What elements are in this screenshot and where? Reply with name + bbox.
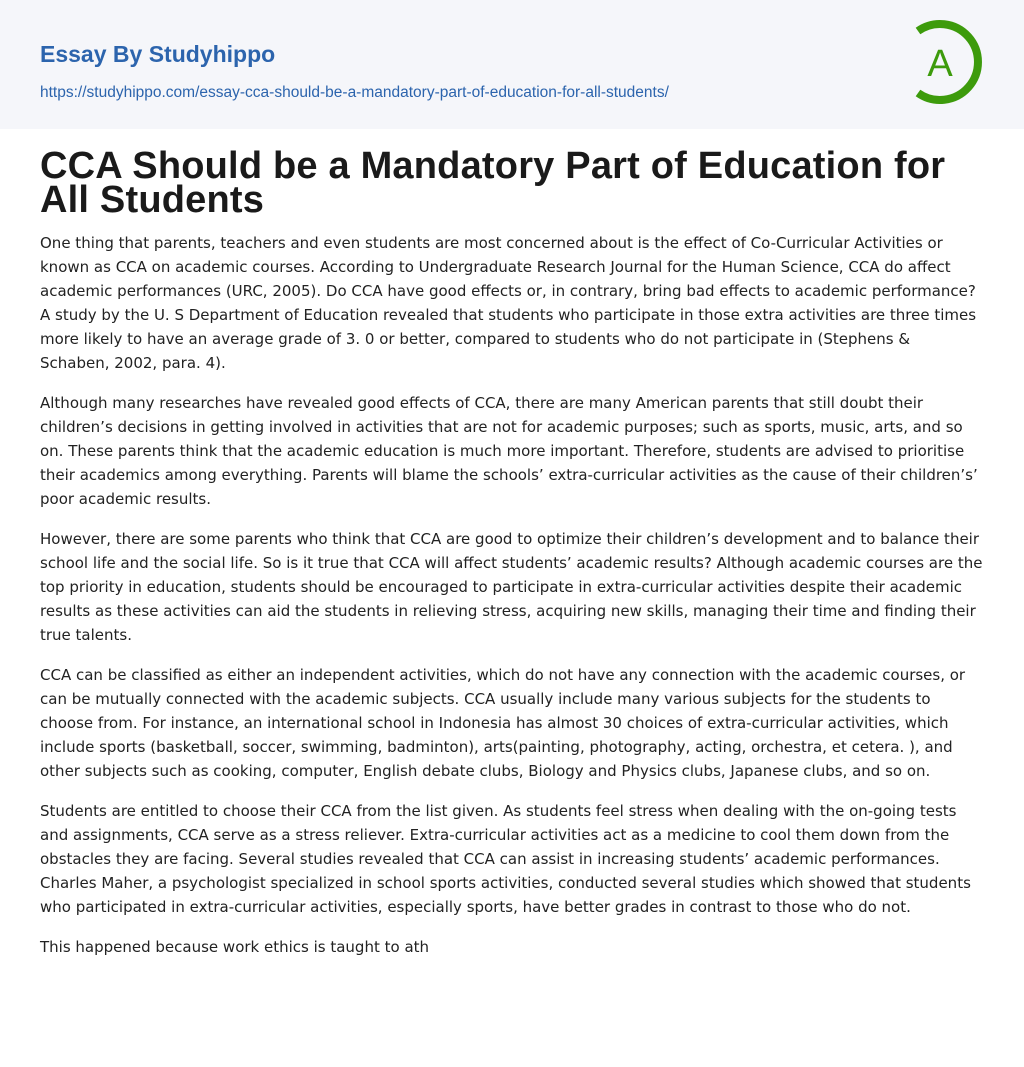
paragraph: Students are entitled to choose their CCA from the list given. As students feel stress when dealing with the on-going tests and assignments, CCA serve as a stress reliever. Extra-curricular activities act as a medicine to cool them down from the obstacles they are facing. Several studies revealed that CCA can assist in increasing students’ academic performances. Charles Maher, a psychologist specialized in school sports activities, conducted several studies which showed that students who participated in extra-curricular activities, especially sports, have better grades in contrast to those who do not. <box>40 802 971 916</box>
site-header <box>0 0 1024 129</box>
article-title: CCA Should be a Mandatory Part of Education for All Students <box>40 145 946 221</box>
brand-title[interactable]: Essay By Studyhippo <box>40 41 276 67</box>
studyhippo-logo-icon[interactable] <box>906 19 986 105</box>
article <box>0 145 1024 959</box>
paragraph: One thing that parents, teachers and even students are most concerned about is the effect of Co-Curricular Activities or known as CCA on academic courses. According to Undergraduate Research Journal for the Human Science, CCA do affect academic performances (URC, 2005). Do CCA have good effects or, in contrary, bring bad effects to academic performance? A study by the U. S Department of Education revealed that students who participate in those extra activities are three times more likely to have an average grade of 3. 0 or better, compared to students who do not participate in (Stephens & Schaben, 2002, para. 4). <box>40 234 977 372</box>
paragraph: CCA can be classified as either an independent activities, which do not have any connection with the academic courses, or can be mutually connected with the academic subjects. CCA usually include many various subjects for the students to choose from. For instance, an international school in Indonesia has almost 30 choices of extra-curricular activities, which include sports (basketball, soccer, swimming, badminton), arts(painting, photography, acting, orchestra, et cetera. ), and other subjects such as cooking, computer, English debate clubs, Biology and Physics clubs, Japanese clubs, and so on. <box>40 666 966 780</box>
paragraph: Although many researches have revealed good effects of CCA, there are many American parents that still doubt their children’s decisions in getting involved in activities that are not for academic purposes; such as sports, music, arts, and so on. These parents think that the academic education is much more important. Therefore, students are advised to prioritise their academics among everything. Parents will blame the schools’ extra-curricular activities as the cause of their children’s’ poor academic results. <box>40 394 978 508</box>
logo-letter: A <box>927 43 953 85</box>
paragraph: However, there are some parents who think that CCA are good to optimize their children’s development and to balance their school life and the social life. So is it true that CCA will affect students’ academic results? Although academic courses are the top priority in education, students should be encouraged to participate in extra-curricular activities despite their academic results as these activities can aid the students in relieving stress, acquiring new skills, managing their time and finding their true talents. <box>40 530 983 644</box>
paragraph: This happened because work ethics is taught to ath <box>40 938 430 956</box>
essay-url-link[interactable]: https://studyhippo.com/essay-cca-should-be-a-mandatory-part-of-education-for-all-students/ <box>40 84 669 101</box>
